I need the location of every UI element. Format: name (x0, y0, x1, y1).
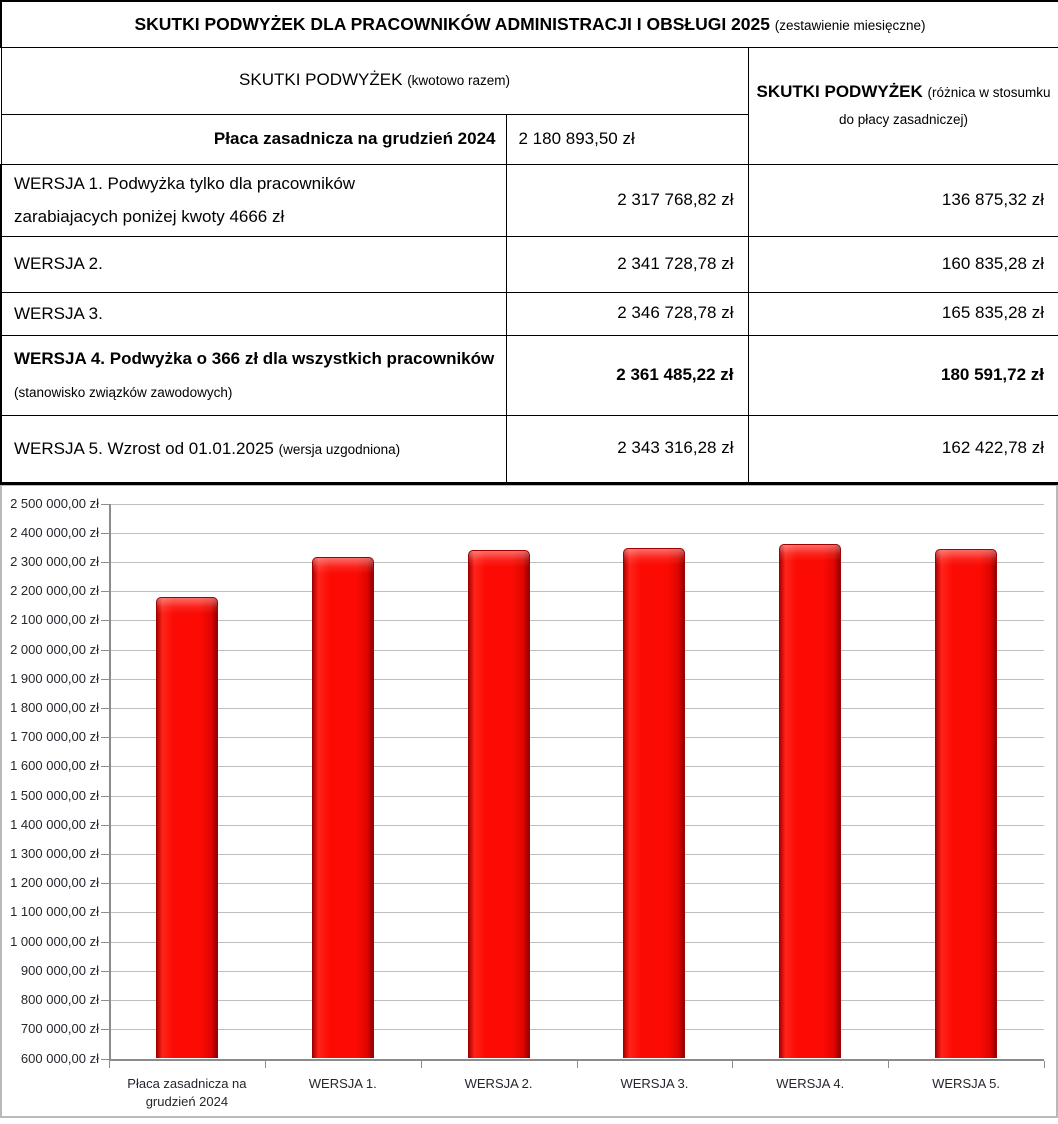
y-axis-label: 900 000,00 zł (20, 962, 99, 978)
version-label: WERSJA 5. Wzrost od 01.01.2025 (wersja uzgodniona) (1, 415, 506, 483)
version-diff: 136 875,32 zł (748, 164, 1058, 236)
gridline (109, 708, 1044, 709)
y-axis-tick (101, 708, 109, 709)
version-total: 2 361 485,22 zł (506, 335, 748, 415)
bar (623, 548, 685, 1058)
y-axis-label: 800 000,00 zł (20, 992, 99, 1008)
x-axis-tick (265, 1061, 266, 1068)
bar (312, 557, 374, 1059)
y-axis-tick (101, 912, 109, 913)
gridline (109, 796, 1044, 797)
x-axis-label: WERSJA 5. (932, 1075, 1001, 1091)
bar (156, 597, 218, 1059)
y-axis-label: 1 700 000,00 zł (10, 729, 99, 745)
y-axis-tick (101, 883, 109, 884)
header-difference-main: SKUTKI PODWYŻEK (756, 82, 923, 102)
version-label: WERSJA 2. (1, 236, 506, 292)
y-axis-label: 1 400 000,00 zł (10, 816, 99, 832)
version-diff: 160 835,28 zł (748, 236, 1058, 292)
gridline (109, 1000, 1044, 1001)
y-axis-tick (101, 854, 109, 855)
y-axis-label: 2 000 000,00 zł (10, 641, 99, 657)
y-axis-label: 1 600 000,00 zł (10, 758, 99, 774)
y-axis-tick (101, 737, 109, 738)
x-axis-tick (732, 1061, 733, 1068)
table-title (1, 1, 1058, 47)
x-axis-label: WERSJA 3. (620, 1075, 689, 1091)
y-axis-label: 600 000,00 zł (20, 1050, 99, 1066)
bar-chart (0, 485, 1058, 1118)
gridline (109, 620, 1044, 621)
header-difference (748, 47, 1058, 164)
version-total: 2 346 728,78 zł (506, 292, 748, 335)
bar (779, 544, 841, 1059)
version-total: 2 317 768,82 zł (506, 164, 748, 236)
x-axis-tick (577, 1061, 578, 1068)
version-diff: 162 422,78 zł (748, 415, 1058, 483)
y-axis-label: 2 200 000,00 zł (10, 583, 99, 599)
gridline (109, 591, 1044, 592)
version-label: WERSJA 4. Podwyżka o 366 zł dla wszystkich pracowników (stanowisko związków zawodowych) (1, 335, 506, 415)
y-axis-tick (101, 650, 109, 651)
table-row (1, 415, 1058, 483)
x-axis-label: WERSJA 1. (308, 1075, 377, 1091)
version-label: WERSJA 3. (1, 292, 506, 335)
bar (468, 550, 530, 1059)
y-axis-tick (101, 766, 109, 767)
y-axis-label: 2 100 000,00 zł (10, 612, 99, 628)
base-salary-label: Płaca zasadnicza na grudzień 2024 (1, 114, 506, 164)
gridline (109, 883, 1044, 884)
x-axis (109, 1059, 1044, 1061)
y-axis (109, 504, 111, 1061)
y-axis-label: 1 200 000,00 zł (10, 875, 99, 891)
x-axis-tick (1044, 1061, 1045, 1068)
gridline (109, 533, 1044, 534)
y-axis-label: 1 900 000,00 zł (10, 670, 99, 686)
bar (935, 549, 997, 1058)
y-axis-tick (101, 1029, 109, 1030)
y-axis-label: 1 000 000,00 zł (10, 933, 99, 949)
y-axis-label: 1 100 000,00 zł (10, 904, 99, 920)
y-axis-label: 700 000,00 zł (20, 1021, 99, 1037)
header-amount-total-sub: (kwotowo razem) (407, 73, 510, 89)
table-title-sub: (zestawienie miesięczne) (774, 17, 926, 33)
y-axis-tick (101, 533, 109, 534)
header-amount-total (1, 47, 748, 114)
y-axis-tick (101, 504, 109, 505)
table-row (1, 292, 1058, 335)
y-axis-label: 1 800 000,00 zł (10, 699, 99, 715)
version-total: 2 343 316,28 zł (506, 415, 748, 483)
x-axis-label: Płaca zasadnicza na grudzień 2024 (127, 1075, 247, 1110)
y-axis-tick (101, 620, 109, 621)
gridline (109, 679, 1044, 680)
y-axis-tick (101, 825, 109, 826)
gridline (109, 504, 1044, 505)
table-title-main: SKUTKI PODWYŻEK DLA PRACOWNIKÓW ADMINISTRACJI I OBSŁUGI 2025 (134, 13, 770, 34)
version-label: WERSJA 1. Podwyżka tylko dla pracowników zarabiajacych poniżej kwoty 4666 zł (1, 164, 506, 236)
table-row (1, 164, 1058, 236)
x-axis-label: WERSJA 2. (464, 1075, 533, 1091)
y-axis-label: 2 500 000,00 zł (10, 495, 99, 511)
x-axis-label: WERSJA 4. (776, 1075, 845, 1091)
gridline (109, 562, 1044, 563)
y-axis-tick (101, 1000, 109, 1001)
gridline (109, 737, 1044, 738)
y-axis-label: 1 500 000,00 zł (10, 787, 99, 803)
y-axis-tick (101, 679, 109, 680)
y-axis-tick (101, 796, 109, 797)
table-row (1, 335, 1058, 415)
version-diff: 180 591,72 zł (748, 335, 1058, 415)
x-axis-tick (421, 1061, 422, 1068)
gridline (109, 912, 1044, 913)
y-axis-label: 1 300 000,00 zł (10, 846, 99, 862)
x-axis-tick (109, 1061, 110, 1068)
gridline (109, 766, 1044, 767)
header-difference-sub: (różnica w stosumku do płacy zasadniczej) (838, 85, 1051, 127)
gridline (109, 971, 1044, 972)
y-axis-label: 2 400 000,00 zł (10, 524, 99, 540)
gridline (109, 942, 1044, 943)
gridline (109, 1029, 1044, 1030)
y-axis-tick (101, 942, 109, 943)
header-amount-total-main: SKUTKI PODWYŻEK (239, 70, 403, 90)
version-total: 2 341 728,78 zł (506, 236, 748, 292)
base-salary-value: 2 180 893,50 zł (506, 114, 748, 164)
skutki-podwyzek-table (0, 0, 1058, 485)
version-diff: 165 835,28 zł (748, 292, 1058, 335)
y-axis-tick (101, 971, 109, 972)
gridline (109, 825, 1044, 826)
x-axis-tick (888, 1061, 889, 1068)
y-axis-tick (101, 1059, 109, 1060)
gridline (109, 650, 1044, 651)
y-axis-tick (101, 562, 109, 563)
table-row (1, 236, 1058, 292)
y-axis-label: 2 300 000,00 zł (10, 553, 99, 569)
y-axis-tick (101, 591, 109, 592)
gridline (109, 854, 1044, 855)
